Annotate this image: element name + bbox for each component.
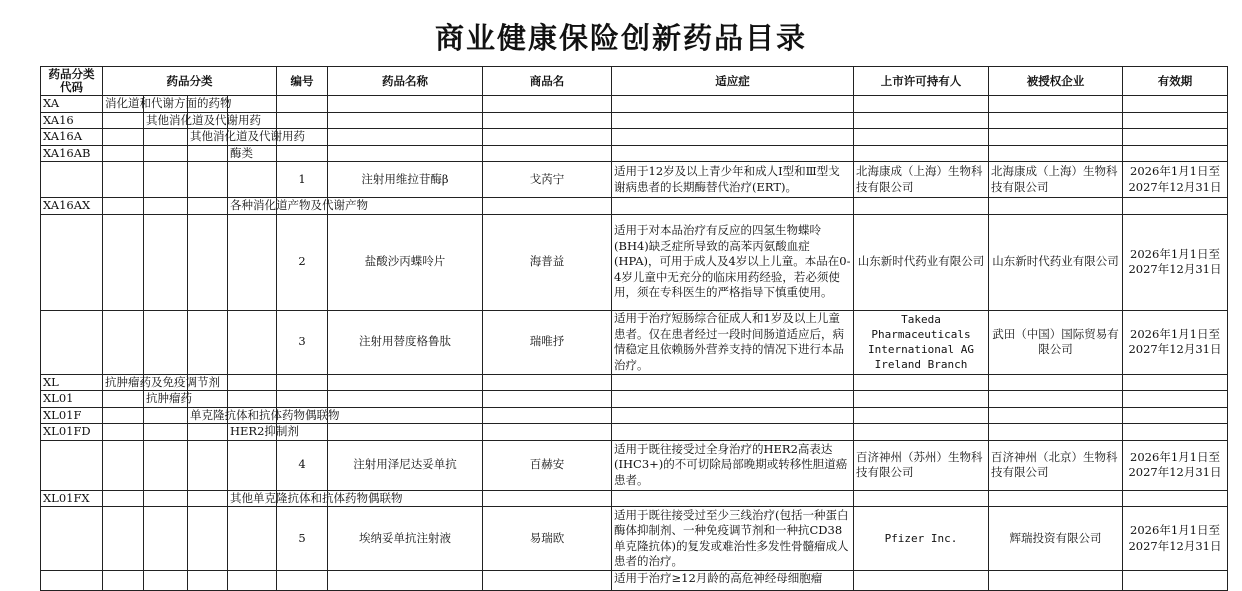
- category-code: XL01: [41, 391, 103, 408]
- drug-row: [41, 162, 1228, 198]
- drug-name: 埃纳妥单抗注射液: [328, 507, 483, 571]
- indication: 适用于治疗短肠综合征成人和1岁及以上儿童患者。仅在患者经过一段时间肠道适应后，病情稳定且依赖肠外营养支持的情况下进行本品治疗。: [612, 310, 854, 374]
- category-row: [41, 112, 1228, 129]
- category-code: XA: [41, 96, 103, 113]
- drug-name: 盐酸沙丙蝶呤片: [328, 214, 483, 310]
- category-row: [41, 391, 1228, 408]
- category-label: 酶类: [228, 145, 277, 162]
- header-validity: 有效期: [1123, 67, 1228, 96]
- category-row: [41, 129, 1228, 146]
- validity: 2026年1月1日至2027年12月31日: [1123, 214, 1228, 310]
- drug-row: [41, 507, 1228, 571]
- trade-name: 百赫安: [483, 440, 612, 490]
- validity: 2026年1月1日至2027年12月31日: [1123, 440, 1228, 490]
- drug-number: 1: [277, 162, 328, 198]
- category-row: [41, 145, 1228, 162]
- mah: Pfizer Inc.: [854, 507, 989, 571]
- indication: 适用于既往接受过全身治疗的HER2高表达(IHC3+)的不可切除局部晚期或转移性胆道癌患者。: [612, 440, 854, 490]
- drug-name: 注射用泽尼达妥单抗: [328, 440, 483, 490]
- header-category: 药品分类: [103, 67, 277, 96]
- category-code: XL01F: [41, 407, 103, 424]
- category-row: [41, 374, 1228, 391]
- indication: 适用于12岁及以上青少年和成人Ⅰ型和Ⅲ型戈谢病患者的长期酶替代治疗(ERT)。: [612, 162, 854, 198]
- drug-number: 3: [277, 310, 328, 374]
- drug-number: 4: [277, 440, 328, 490]
- licensee: 武田（中国）国际贸易有限公司: [989, 310, 1123, 374]
- category-code: XA16A: [41, 129, 103, 146]
- header-trade-name: 商品名: [483, 67, 612, 96]
- indication: 适用于既往接受过至少三线治疗(包括一种蛋白酶体抑制剂、一种免疫调节剂和一种抗CD38单克隆抗体)的复发或难治性多发性骨髓瘤成人患者的治疗。: [612, 507, 854, 571]
- category-row: [41, 424, 1228, 441]
- trade-name: 瑞唯抒: [483, 310, 612, 374]
- category-label: HER2抑制剂: [228, 424, 277, 441]
- drug-number: 2: [277, 214, 328, 310]
- category-code: XL: [41, 374, 103, 391]
- category-label: 其他消化道及代谢用药: [188, 129, 228, 146]
- licensee: 山东新时代药业有限公司: [989, 214, 1123, 310]
- category-code: XA16AB: [41, 145, 103, 162]
- drug-catalog-table: [40, 66, 1228, 591]
- category-label: 各种消化道产物及代谢产物: [228, 198, 277, 215]
- category-label: 其他消化道及代谢用药: [144, 112, 188, 129]
- page-title: 商业健康保险创新药品目录: [434, 21, 807, 55]
- category-label: 抗肿瘤药: [144, 391, 188, 408]
- mah: Takeda Pharmaceuticals International AG Ireland Branch: [854, 310, 989, 374]
- category-label: 单克隆抗体和抗体药物偶联物: [188, 407, 228, 424]
- drug-name: 注射用替度格鲁肽: [328, 310, 483, 374]
- category-row: [41, 490, 1228, 507]
- category-code: XA16: [41, 112, 103, 129]
- drug-row: [41, 440, 1228, 490]
- drug-row: [41, 571, 1228, 591]
- indication: 适用于治疗≥12月龄的高危神经母细胞瘤: [612, 571, 854, 591]
- indication: 适用于对本品治疗有反应的四氢生物蝶呤(BH4)缺乏症所导致的高苯丙氨酸血症(HPA)，可用于成人及4岁以上儿童。本品在0-4岁儿童中无充分的临床用药经验，若必须使用，须在专科医生的严格指导下慎重使用。: [612, 214, 854, 310]
- licensee: 辉瑞投资有限公司: [989, 507, 1123, 571]
- drug-row: [41, 214, 1228, 310]
- validity: 2026年1月1日至2027年12月31日: [1123, 507, 1228, 571]
- header-row: [41, 67, 1228, 96]
- header-number: 编号: [277, 67, 328, 96]
- mah: 百济神州（苏州）生物科技有限公司: [854, 440, 989, 490]
- category-code: XL01FD: [41, 424, 103, 441]
- category-row: [41, 407, 1228, 424]
- trade-name: 戈芮宁: [483, 162, 612, 198]
- licensee: 北海康成（上海）生物科技有限公司: [989, 162, 1123, 198]
- validity: 2026年1月1日至2027年12月31日: [1123, 310, 1228, 374]
- category-code: XL01FX: [41, 490, 103, 507]
- category-label: 消化道和代谢方面的药物: [103, 96, 144, 113]
- header-drug-name: 药品名称: [328, 67, 483, 96]
- category-label: 抗肿瘤药及免疫调节剂: [103, 374, 144, 391]
- header-licensee: 被授权企业: [989, 67, 1123, 96]
- mah: 山东新时代药业有限公司: [854, 214, 989, 310]
- drug-row: [41, 310, 1228, 374]
- category-row: [41, 198, 1228, 215]
- category-label: 其他单克隆抗体和抗体药物偶联物: [228, 490, 277, 507]
- validity: 2026年1月1日至2027年12月31日: [1123, 162, 1228, 198]
- drug-name: 注射用维拉苷酶β: [328, 162, 483, 198]
- category-code: XA16AX: [41, 198, 103, 215]
- header-code: 药品分类代码: [41, 67, 103, 96]
- trade-name: 海普益: [483, 214, 612, 310]
- header-mah: 上市许可持有人: [854, 67, 989, 96]
- licensee: 百济神州（北京）生物科技有限公司: [989, 440, 1123, 490]
- trade-name: 易瑞欧: [483, 507, 612, 571]
- header-indication: 适应症: [612, 67, 854, 96]
- mah: 北海康成（上海）生物科技有限公司: [854, 162, 989, 198]
- drug-number: 5: [277, 507, 328, 571]
- category-row: [41, 96, 1228, 113]
